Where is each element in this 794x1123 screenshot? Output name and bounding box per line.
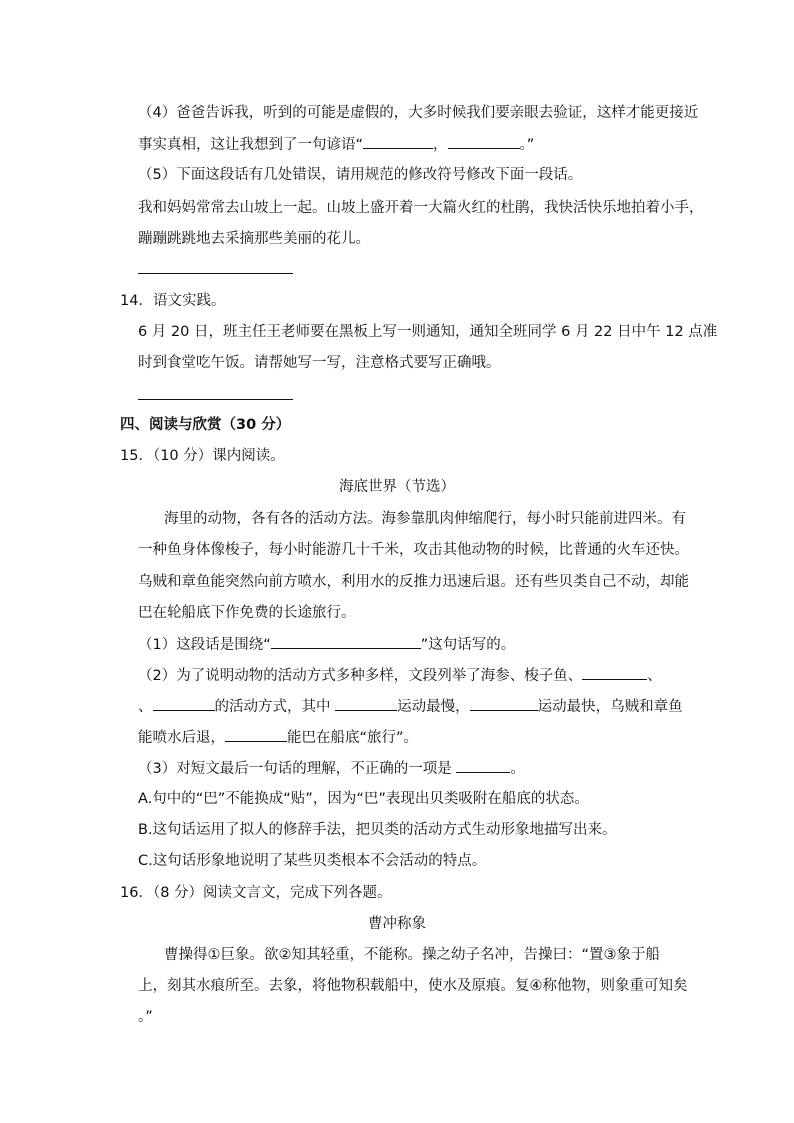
q15-sub2-line1 bbox=[138, 665, 662, 686]
answer-blank[interactable] bbox=[470, 696, 538, 711]
q14-title: 14．语文实践。 bbox=[120, 293, 226, 309]
q15-sub2-text-a: （2）为了说明动物的活动方式多种多样，文段列举了海参、梭子鱼、 bbox=[138, 668, 583, 684]
q16-passage-line2: 上，刻其水痕所至。去象，将他物积载船中，使水及原痕。复④称他物，则象重可知矣 bbox=[138, 978, 688, 994]
q15-title: 15．（10 分）课内阅读。 bbox=[120, 448, 285, 464]
q15-sub2-text-d: 的活动方式，其中 bbox=[214, 699, 336, 715]
q16-passage-line3: 。” bbox=[138, 1009, 153, 1025]
section-heading: 四、阅读与欣赏（30 分） bbox=[120, 417, 291, 433]
q13-5-line1: （5）下面这段话有几处错误，请用规范的修改符号修改下面一段话。 bbox=[138, 167, 583, 183]
q15-sub1 bbox=[138, 634, 515, 655]
answer-blank[interactable] bbox=[582, 665, 647, 680]
q15-passage-line3: 乌贼和章鱼能突然向前方喷水，利用水的反推力迅速后退。还有些贝类自己不动，却能 bbox=[138, 574, 689, 590]
q15-passage-line2: 一种鱼身体像梭子，每小时能游几十千米，攻击其他动物的时候，比普通的火车还快。 bbox=[138, 542, 689, 558]
q15-passage-line4: 巴在轮船底下作免费的长途旅行。 bbox=[138, 605, 356, 621]
q15-sub2-text-b: 、 bbox=[647, 668, 662, 684]
q14-line2: 时到食堂吃午饭。请帮她写一写，注意格式要写正确哦。 bbox=[138, 355, 501, 371]
answer-blank[interactable] bbox=[456, 758, 510, 773]
q16-passage-line1: 曹操得①巨象。欲②知其轻重，不能称。操之幼子名冲，告操曰：“置③象于船 bbox=[164, 947, 661, 963]
answer-line[interactable] bbox=[138, 399, 293, 400]
q15-sub3 bbox=[138, 758, 525, 779]
q15-sub2-line3 bbox=[138, 727, 418, 748]
q15-sub2-text-c: 、 bbox=[138, 699, 153, 715]
q15-sub2-text-e: 运动最慢， bbox=[397, 699, 470, 715]
q13-5-line2: 我和妈妈常常去山坡上一起。山坡上盛开着一大篇火红的杜鹃，我快活快乐地拍着小手， bbox=[138, 200, 704, 216]
q15-sub2-text-h: 能巴在船底“旅行”。 bbox=[287, 730, 419, 746]
answer-blank[interactable] bbox=[271, 634, 421, 649]
answer-blank[interactable] bbox=[335, 696, 397, 711]
q13-4-text-a: 事实真相，这让我想到了一句谚语“ bbox=[138, 137, 364, 153]
answer-line[interactable] bbox=[138, 273, 293, 274]
q15-sub1-text-a: （1）这段话是围绕“ bbox=[138, 637, 271, 653]
q15-passage-title: 海底世界（节选） bbox=[339, 479, 455, 495]
q15-sub2-text-f: 运动最快，乌贼和章鱼 bbox=[537, 699, 683, 715]
q15-sub1-text-b: ”这句话写的。 bbox=[420, 637, 516, 653]
q15-passage-line1: 海里的动物，各有各的活动方法。海参靠肌肉伸缩爬行，每小时只能前进四米。有 bbox=[164, 511, 686, 527]
q15-sub3-text-b: 。 bbox=[510, 761, 525, 777]
q15-option-c: C.这句话形象地说明了某些贝类根本不会活动的特点。 bbox=[138, 853, 487, 869]
answer-blank[interactable] bbox=[225, 727, 287, 742]
answer-blank[interactable] bbox=[448, 134, 520, 149]
q15-option-a: A.句中的“巴”不能换成“贴”，因为“巴”表现出贝类吸附在船底的状态。 bbox=[138, 791, 589, 807]
q15-option-b: B.这句话运用了拟人的修辞手法，把贝类的活动方式生动形象地描写出来。 bbox=[138, 822, 617, 838]
q16-title: 16．（8 分）阅读文言文，完成下列各题。 bbox=[120, 885, 392, 901]
q16-passage-title: 曹冲称象 bbox=[368, 916, 426, 932]
q14-line1: 6 月 20 日，班主任王老师要在黑板上写一则通知，通知全班同学 6 月 22 日中午 12 点准 bbox=[138, 324, 718, 340]
q15-sub3-text-a: （3）对短文最后一句话的理解，不正确的一项是 bbox=[138, 761, 457, 777]
answer-blank[interactable] bbox=[363, 134, 433, 149]
q13-4-line1: （4）爸爸告诉我，听到的可能是虚假的，大多时候我们要亲眼去验证，这样才能更接近 bbox=[138, 105, 699, 121]
q13-4-line2 bbox=[138, 134, 534, 155]
q15-sub2-text-g: 能喷水后退， bbox=[138, 730, 225, 746]
q13-4-text-b: ， bbox=[433, 137, 448, 153]
q13-5-line3: 蹦蹦跳跳地去采摘那些美丽的花儿。 bbox=[138, 231, 370, 247]
q15-sub2-line2 bbox=[138, 696, 683, 717]
answer-blank[interactable] bbox=[153, 696, 215, 711]
q13-4-text-c: 。” bbox=[519, 137, 535, 153]
